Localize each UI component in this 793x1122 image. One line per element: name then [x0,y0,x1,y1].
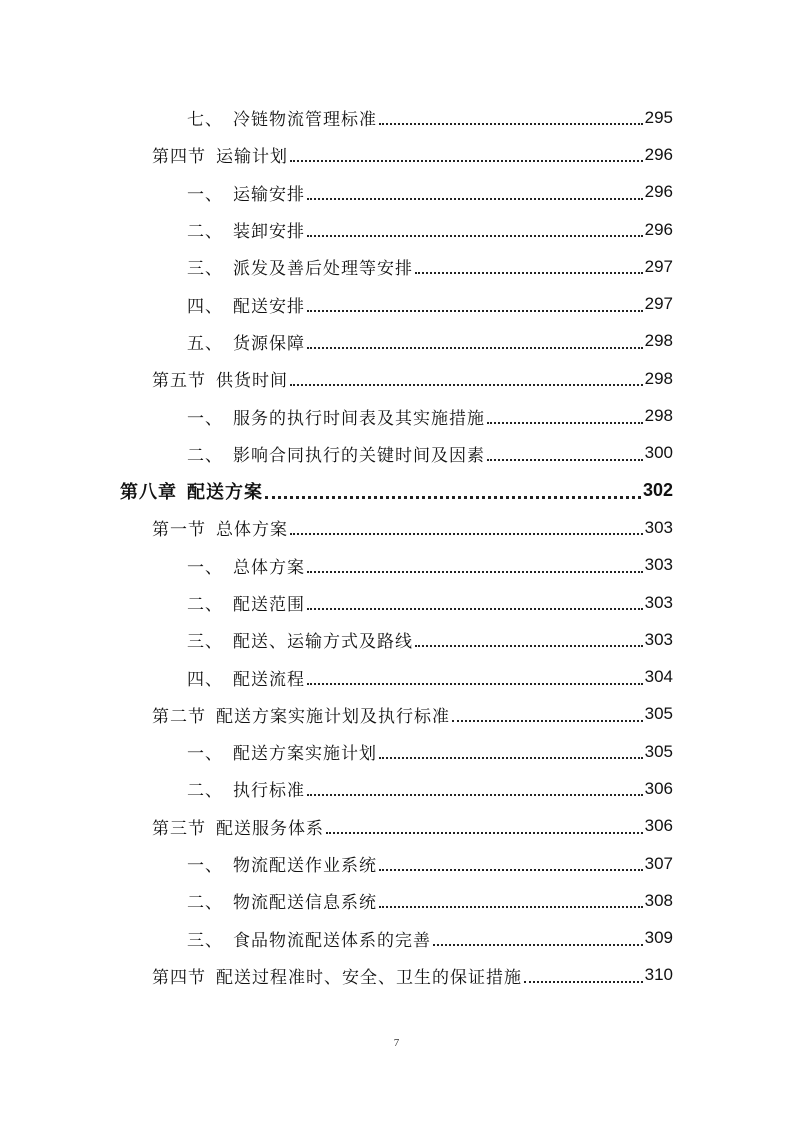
toc-entry-title: 物流配送信息系统 [233,893,377,914]
toc-entry-number: 二、 [187,595,223,615]
toc-entry[interactable] [0,808,793,845]
dot-leader [326,831,643,834]
toc-entry[interactable] [0,882,793,919]
toc-entry-title: 货源保障 [233,333,305,354]
toc-entry-number: 一、 [187,744,223,765]
dot-leader [290,383,643,386]
toc-entry[interactable] [0,435,793,472]
toc-entry-title: 服务的执行时间表及其实施措施 [233,408,485,429]
toc-entry-title: 影响合同执行的关键时间及因素 [233,445,485,466]
dot-leader [307,234,643,237]
toc-entry-page: 303 [644,592,673,612]
toc-entry-number: 第四节 [152,147,206,168]
dot-leader [307,570,643,573]
toc-entry-number: 四、 [187,669,223,690]
toc-entry-title: 物流配送作业系统 [233,856,377,877]
toc-entry-page: 303 [644,555,673,575]
toc-entry-title: 配送方案 [187,481,263,503]
toc-entry-page: 297 [644,294,673,314]
toc-entry[interactable] [0,174,793,211]
toc-entry-title: 食品物流配送体系的完善 [233,930,431,951]
table-of-contents [0,99,793,994]
dot-leader [487,458,643,461]
toc-entry-number: 三、 [187,930,223,951]
toc-entry[interactable] [0,509,793,546]
toc-entry-page: 303 [644,517,673,537]
dot-leader [524,980,643,983]
toc-entry-title: 运输计划 [216,147,288,168]
toc-entry[interactable] [0,285,793,322]
toc-entry-number: 第三节 [152,818,206,839]
toc-entry-number: 一、 [187,557,223,578]
toc-entry-title: 冷链物流管理标准 [233,110,377,131]
toc-entry-page: 302 [642,480,673,501]
toc-entry-page: 297 [644,256,673,276]
toc-entry[interactable] [0,248,793,285]
dot-leader [415,644,643,647]
toc-entry-title: 运输安排 [233,184,305,205]
toc-entry-title: 供货时间 [216,371,288,392]
toc-entry[interactable] [0,920,793,957]
toc-entry-page: 296 [644,219,673,239]
dot-leader [307,682,643,685]
toc-chapter-entry[interactable] [0,472,793,509]
toc-entry-page: 310 [644,965,673,985]
dot-leader [379,122,643,125]
dot-leader [452,719,643,722]
toc-entry-title: 执行标准 [233,781,305,802]
dot-leader [487,421,643,424]
toc-entry-number: 二、 [187,893,223,914]
toc-entry-number: 五、 [187,333,223,354]
toc-entry-page: 296 [644,182,673,202]
toc-entry[interactable] [0,211,793,248]
toc-entry[interactable] [0,658,793,695]
toc-entry-page: 305 [644,741,673,761]
toc-entry-number: 一、 [187,408,223,429]
toc-entry-title: 总体方案 [233,557,305,578]
dot-leader [433,943,643,946]
toc-entry-title: 配送安排 [233,296,305,317]
toc-entry[interactable] [0,770,793,807]
toc-entry-page: 303 [644,629,673,649]
toc-entry-number: 二、 [187,222,223,243]
toc-entry[interactable] [0,584,793,621]
toc-entry-number: 第一节 [152,520,206,541]
toc-entry-title: 配送服务体系 [216,818,324,839]
toc-entry[interactable] [0,397,793,434]
toc-entry-page: 296 [644,144,673,164]
dot-leader [290,532,643,535]
toc-entry[interactable] [0,136,793,173]
toc-entry-page: 307 [644,853,673,873]
toc-entry-page: 309 [644,928,673,948]
toc-entry[interactable] [0,360,793,397]
toc-entry-title: 配送范围 [233,595,305,615]
toc-entry-number: 第四节 [152,967,206,988]
toc-entry-page: 304 [644,667,673,687]
toc-entry[interactable] [0,621,793,658]
dot-leader [379,868,643,871]
toc-entry-page: 298 [644,331,673,351]
toc-entry[interactable] [0,547,793,584]
toc-entry-title: 配送流程 [233,669,305,690]
toc-entry-number: 三、 [187,632,223,653]
toc-entry[interactable] [0,733,793,770]
dot-leader [265,495,641,499]
toc-entry-number: 三、 [187,259,223,280]
dot-leader [379,905,643,908]
toc-entry-page: 295 [644,107,673,127]
toc-entry-page: 298 [644,406,673,426]
toc-entry-number: 四、 [187,296,223,317]
toc-entry-number: 二、 [187,445,223,466]
toc-entry-title: 总体方案 [216,520,288,541]
toc-entry-title: 派发及善后处理等安排 [233,259,413,280]
dot-leader [307,309,643,312]
dot-leader [307,607,643,610]
toc-entry-page: 300 [644,443,673,463]
toc-entry-page: 308 [644,890,673,910]
toc-entry[interactable] [0,99,793,136]
toc-entry[interactable] [0,696,793,733]
dot-leader [379,756,643,759]
toc-entry-page: 306 [644,816,673,836]
toc-entry-title: 装卸安排 [233,222,305,243]
toc-entry-title: 配送、运输方式及路线 [233,632,413,653]
toc-entry-number: 第五节 [152,371,206,392]
dot-leader [307,346,643,349]
toc-entry-number: 七、 [187,110,223,131]
dot-leader [307,793,643,796]
toc-entry-title: 配送方案实施计划及执行标准 [216,706,450,727]
toc-entry-page: 305 [644,704,673,724]
dot-leader [307,197,643,200]
toc-entry-number: 第八章 [120,481,177,503]
toc-entry-title: 配送方案实施计划 [233,744,377,765]
toc-entry-title: 配送过程准时、安全、卫生的保证措施 [216,967,522,988]
toc-entry-number: 二、 [187,781,223,802]
toc-entry-number: 一、 [187,856,223,877]
toc-entry[interactable] [0,845,793,882]
toc-entry-page: 306 [644,778,673,798]
toc-entry-number: 一、 [187,184,223,205]
toc-entry[interactable] [0,323,793,360]
page-number: 7 [393,1037,400,1049]
dot-leader [415,271,643,274]
dot-leader [290,159,643,162]
toc-entry[interactable] [0,957,793,994]
toc-entry-number: 第二节 [152,706,206,727]
toc-entry-page: 298 [644,368,673,388]
